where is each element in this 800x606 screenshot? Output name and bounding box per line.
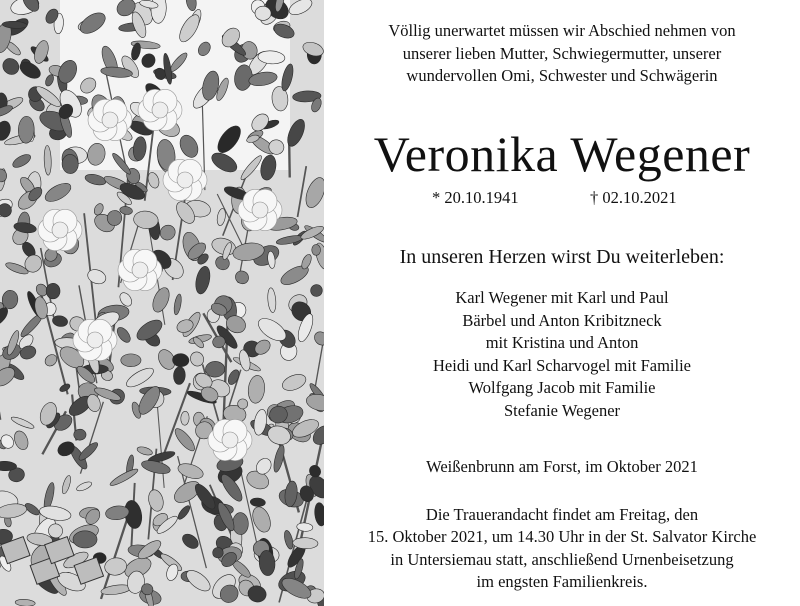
announcement-line: 15. Oktober 2021, um 14.30 Uhr in der St. Salvator Kirche (367, 527, 757, 547)
mourners-list (324, 287, 800, 423)
mourner-line: Bärbel und Anton Kribitzneck (462, 310, 662, 330)
mourner-line: Karl Wegener mit Karl und Paul (455, 288, 669, 307)
place-date: Weißenbrunn am Forst, im Oktober 2021 (426, 457, 698, 476)
announcement-line: in Untersiemau statt, anschließend Urnenbeisetzung (390, 549, 734, 569)
intro-line: unserer lieben Mutter, Schwiegermutter, unserer (402, 43, 722, 63)
deceased-name: Veronika Wegener (373, 126, 751, 182)
intro-line: wundervollen Omi, Schwester und Schwägerin (406, 66, 718, 85)
mourner-line: Heidi und Karl Scharvogel mit Familie (433, 355, 691, 375)
death-date: † 02.10.2021 (590, 188, 677, 207)
mourner-line: Wolfgang Jacob mit Familie (468, 378, 656, 398)
birth-date: * 20.10.1941 (432, 188, 519, 207)
notice-text (324, 0, 800, 606)
mourner-line: mit Kristina und Anton (485, 333, 639, 353)
rose-bush-photo (0, 0, 324, 606)
announcement-line: im engsten Familienkreis. (476, 571, 648, 591)
motto: In unseren Herzen wirst Du weiterleben: (399, 246, 725, 268)
service-announcement (324, 504, 800, 593)
mourner-line: Stefanie Wegener (503, 400, 621, 420)
intro-line: Völlig unerwartet müssen wir Abschied nehmen von (388, 21, 736, 40)
announcement-line: Die Trauerandacht findet am Freitag, den (425, 505, 699, 524)
intro-text (324, 20, 800, 88)
